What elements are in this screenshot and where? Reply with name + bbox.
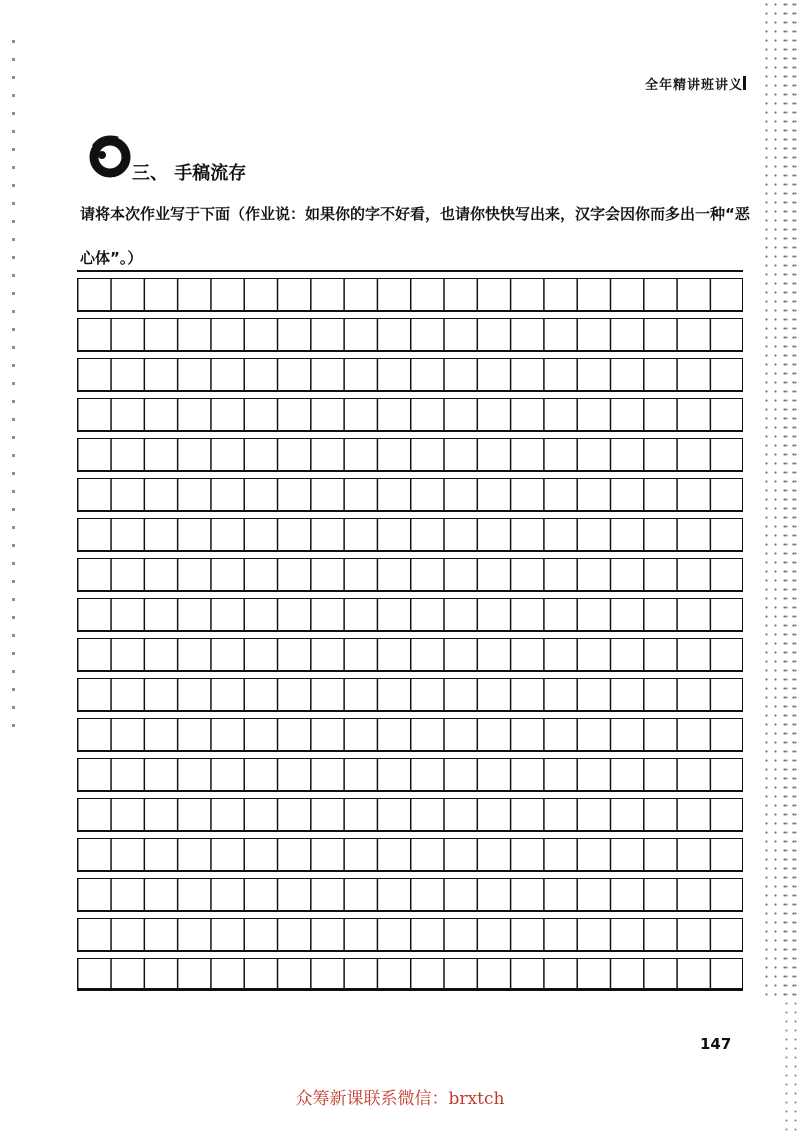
grid-row: [77, 910, 743, 950]
dot-pattern-edge: [782, 0, 800, 1132]
grid-row: [77, 950, 743, 990]
grid-row: [77, 590, 743, 630]
watermark-text: 众筹新课联系微信：brxtch: [295, 1089, 505, 1109]
grid-row: [77, 870, 743, 910]
grid-cells: [77, 878, 743, 911]
grid-cells: [77, 838, 743, 871]
grid-cells: [77, 718, 743, 751]
grid-cells: [77, 598, 743, 631]
grid-row: [77, 390, 743, 430]
grid-row: [77, 350, 743, 390]
binding-marks: [12, 40, 15, 740]
grid-row: [77, 310, 743, 350]
writing-grid: [77, 270, 743, 990]
grid-row: [77, 550, 743, 590]
grid-row: [77, 670, 743, 710]
grid-cells: [77, 438, 743, 471]
grid-cells: [77, 478, 743, 511]
header-title: 全年精讲班讲义: [645, 78, 744, 93]
grid-cells: [77, 398, 743, 431]
section-title: 三、 手稿流存: [132, 163, 247, 184]
grid-cells: [77, 918, 743, 951]
page-number: 147: [700, 1035, 732, 1053]
grid-row: [77, 710, 743, 750]
grid-cells: [77, 758, 743, 791]
instruction-line-2: 心体”。）: [80, 249, 143, 267]
ink-circle-icon: [88, 133, 134, 179]
header-bar: [743, 76, 746, 90]
grid-row: [77, 830, 743, 870]
grid-cells: [77, 958, 743, 991]
grid-row: [77, 270, 743, 310]
grid-row: [77, 510, 743, 550]
grid-cells: [77, 518, 743, 551]
grid-cells: [77, 798, 743, 831]
grid-row: [77, 430, 743, 470]
instruction-line-1: 请将本次作业写于下面（作业说：如果你的字不好看，也请你快快写出来，汉字会因你而多出一种“恶: [80, 205, 750, 223]
grid-cells: [77, 358, 743, 391]
grid-row: [77, 630, 743, 670]
grid-row: [77, 750, 743, 790]
grid-cells: [77, 278, 743, 311]
grid-row: [77, 470, 743, 510]
grid-cells: [77, 558, 743, 591]
grid-cells: [77, 638, 743, 671]
grid-cells: [77, 678, 743, 711]
grid-cells: [77, 318, 743, 351]
grid-row: [77, 790, 743, 830]
